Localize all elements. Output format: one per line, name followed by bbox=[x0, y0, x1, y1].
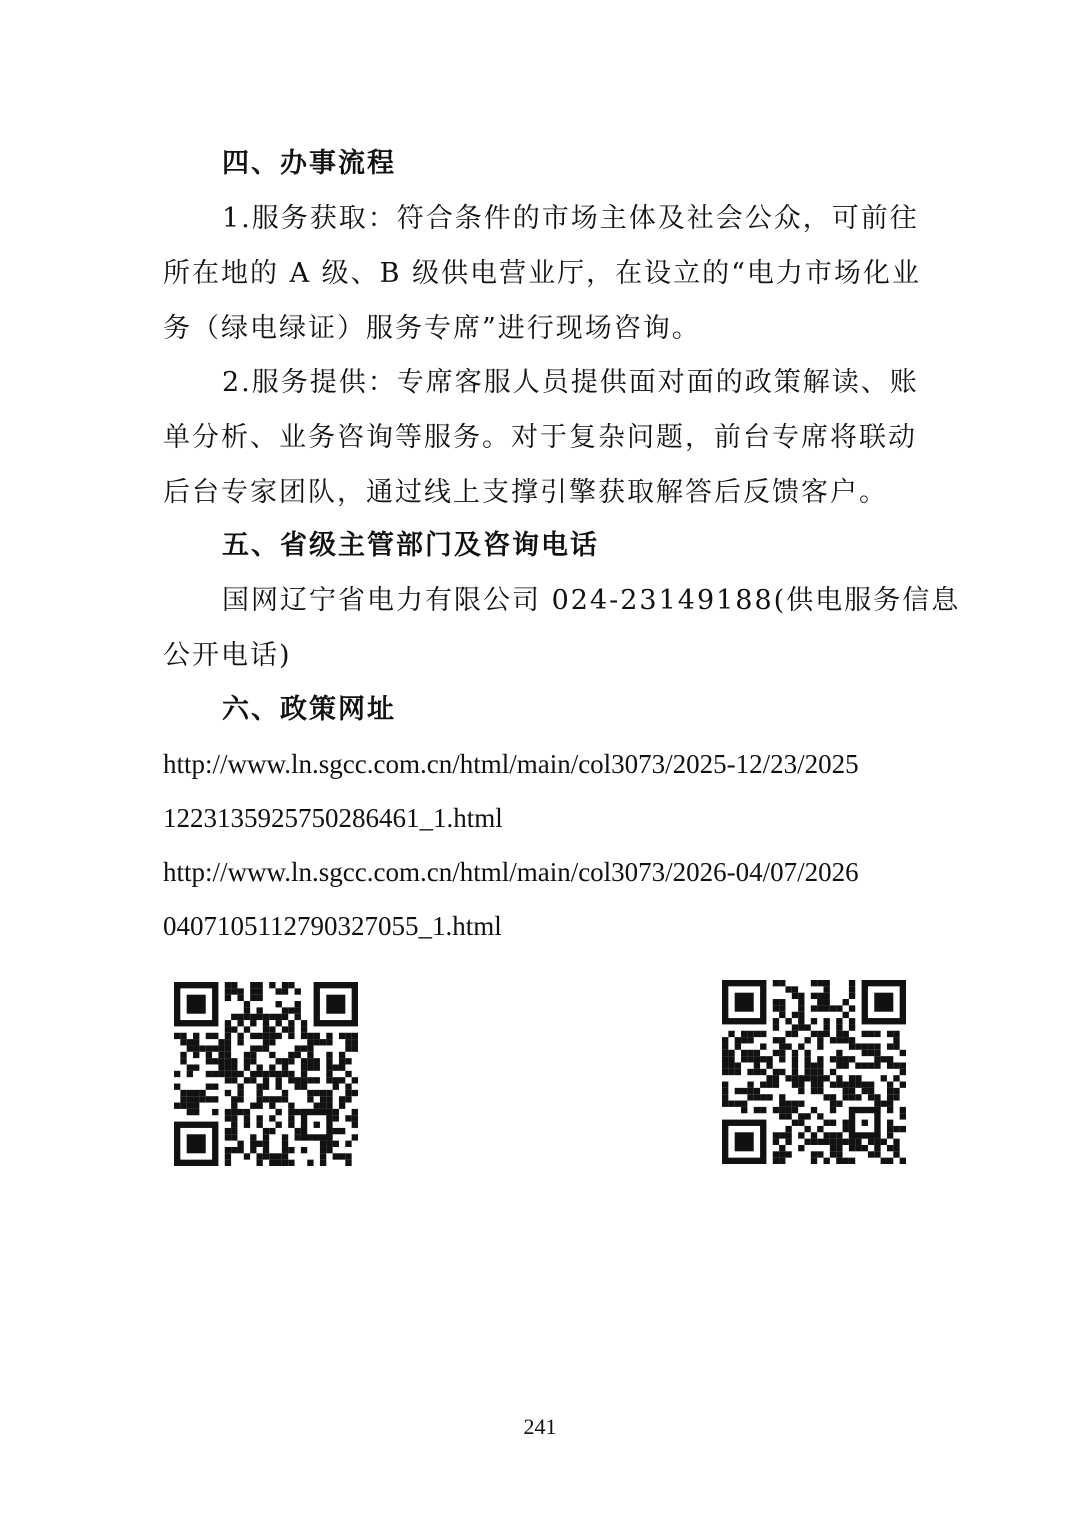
page-number: 241 bbox=[523, 1414, 557, 1439]
paragraph-line: 所在地的 A 级、B 级供电营业厅，在设立的“电力市场化业 bbox=[163, 258, 921, 289]
qr-code-2 bbox=[722, 980, 906, 1164]
paragraph-line: 公开电话) bbox=[163, 640, 292, 671]
paragraph-contact-info bbox=[163, 573, 961, 683]
paragraph-line: 务（绿电绿证）服务专席”进行现场咨询。 bbox=[163, 313, 701, 344]
policy-url-2-line-1[interactable]: http://www.ln.sgcc.com.cn/html/main/col3073/2026-04/07/2026 bbox=[163, 857, 859, 887]
paragraph-line: 单分析、业务咨询等服务。对于复杂问题，前台专席将联动 bbox=[163, 422, 917, 453]
policy-url-1-line-2[interactable]: 1223135925750286461_1.html bbox=[163, 803, 503, 833]
section-heading-policy-urls: 六、政策网址 bbox=[222, 694, 396, 725]
policy-url-1-line-1[interactable]: http://www.ln.sgcc.com.cn/html/main/col3073/2025-12/23/2025 bbox=[163, 749, 859, 779]
section-heading-contact: 五、省级主管部门及咨询电话 bbox=[222, 530, 599, 561]
policy-url-2-line-2[interactable]: 0407105112790327055_1.html bbox=[163, 911, 502, 941]
paragraph-line: 国网辽宁省电力有限公司 024-23149188(供电服务信息 bbox=[222, 585, 961, 616]
paragraph-line: 1.服务获取：符合条件的市场主体及社会公众，可前往 bbox=[222, 203, 919, 234]
paragraph-service-access bbox=[163, 191, 923, 356]
paragraph-line: 后台专家团队，通过线上支撑引擎获取解答后反馈客户。 bbox=[163, 477, 888, 508]
qr-code-1 bbox=[174, 982, 358, 1166]
paragraph-service-provision bbox=[163, 355, 923, 520]
section-heading-process: 四、办事流程 bbox=[222, 148, 396, 179]
paragraph-line: 2.服务提供：专席客服人员提供面对面的政策解读、账 bbox=[222, 367, 919, 398]
